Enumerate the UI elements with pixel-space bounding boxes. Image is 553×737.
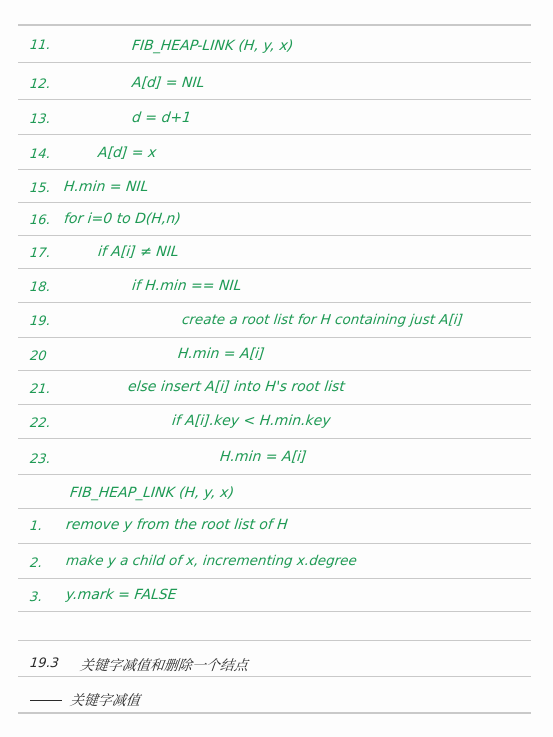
rule-line xyxy=(18,134,531,135)
line-number: 12. xyxy=(29,77,52,92)
code-line: if H.min == NIL xyxy=(131,278,243,294)
rule-line xyxy=(18,62,531,63)
line-number: 20 xyxy=(29,349,48,364)
line-number: 16. xyxy=(29,213,52,228)
rule-line xyxy=(18,611,531,612)
rule-line xyxy=(18,640,531,641)
step-number: 2. xyxy=(29,556,44,571)
line-number: 17. xyxy=(29,246,52,261)
code-line: if A[i] ≠ NIL xyxy=(97,244,180,260)
procedure-title: FIB_HEAP_LINK (H, y, x) xyxy=(69,485,235,501)
code-line: A[d] = x xyxy=(97,145,158,161)
rule-line xyxy=(18,370,531,371)
line-number: 15. xyxy=(29,181,52,196)
rule-line xyxy=(18,268,531,269)
rule-line xyxy=(18,676,531,677)
code-line: else insert A[i] into H's root list xyxy=(127,379,346,395)
code-line: for i=0 to D(H,n) xyxy=(63,211,182,227)
line-number: 21. xyxy=(29,382,52,397)
rule-line xyxy=(18,235,531,236)
rule-line xyxy=(18,543,531,544)
subsection-title: 关键字减值 xyxy=(69,693,141,709)
line-number: 13. xyxy=(29,112,52,127)
line-number: 14. xyxy=(29,147,52,162)
line-number: 19. xyxy=(29,314,52,329)
line-number: 22. xyxy=(29,416,52,431)
step-number: 3. xyxy=(29,590,44,605)
code-line: if A[i].key < H.min.key xyxy=(171,413,332,429)
section-title: 关键字减值和删除一个结点 xyxy=(79,658,249,674)
rule-line xyxy=(18,438,531,439)
rule-line xyxy=(18,578,531,579)
rule-line xyxy=(18,474,531,475)
rule-line xyxy=(18,508,531,509)
line-number: 11. xyxy=(29,38,52,53)
line-number: 23. xyxy=(29,452,52,467)
top-rule xyxy=(18,24,531,26)
code-line: H.min = A[i] xyxy=(177,346,266,362)
step-text: make y a child of x, incrementing x.degree xyxy=(65,553,358,569)
bottom-rule xyxy=(18,712,531,714)
step-number: 1. xyxy=(29,519,44,534)
rule-line xyxy=(18,99,531,100)
rule-line xyxy=(18,337,531,338)
code-line: d = d+1 xyxy=(131,110,192,126)
rule-line xyxy=(18,169,531,170)
code-line: create a root list for H containing just A[i] xyxy=(181,312,464,328)
heading-dash xyxy=(30,700,62,701)
rule-line xyxy=(18,302,531,303)
section-number: 19.3 xyxy=(29,656,60,671)
code-line: FIB_HEAP-LINK (H, y, x) xyxy=(131,38,295,54)
line-number: 18. xyxy=(29,280,52,295)
step-text: y.mark = FALSE xyxy=(65,587,178,603)
rule-line xyxy=(18,202,531,203)
code-line: H.min = A[i] xyxy=(219,449,308,465)
rule-line xyxy=(18,404,531,405)
code-line: A[d] = NIL xyxy=(131,75,206,91)
code-line: H.min = NIL xyxy=(63,179,150,195)
step-text: remove y from the root list of H xyxy=(65,517,289,533)
